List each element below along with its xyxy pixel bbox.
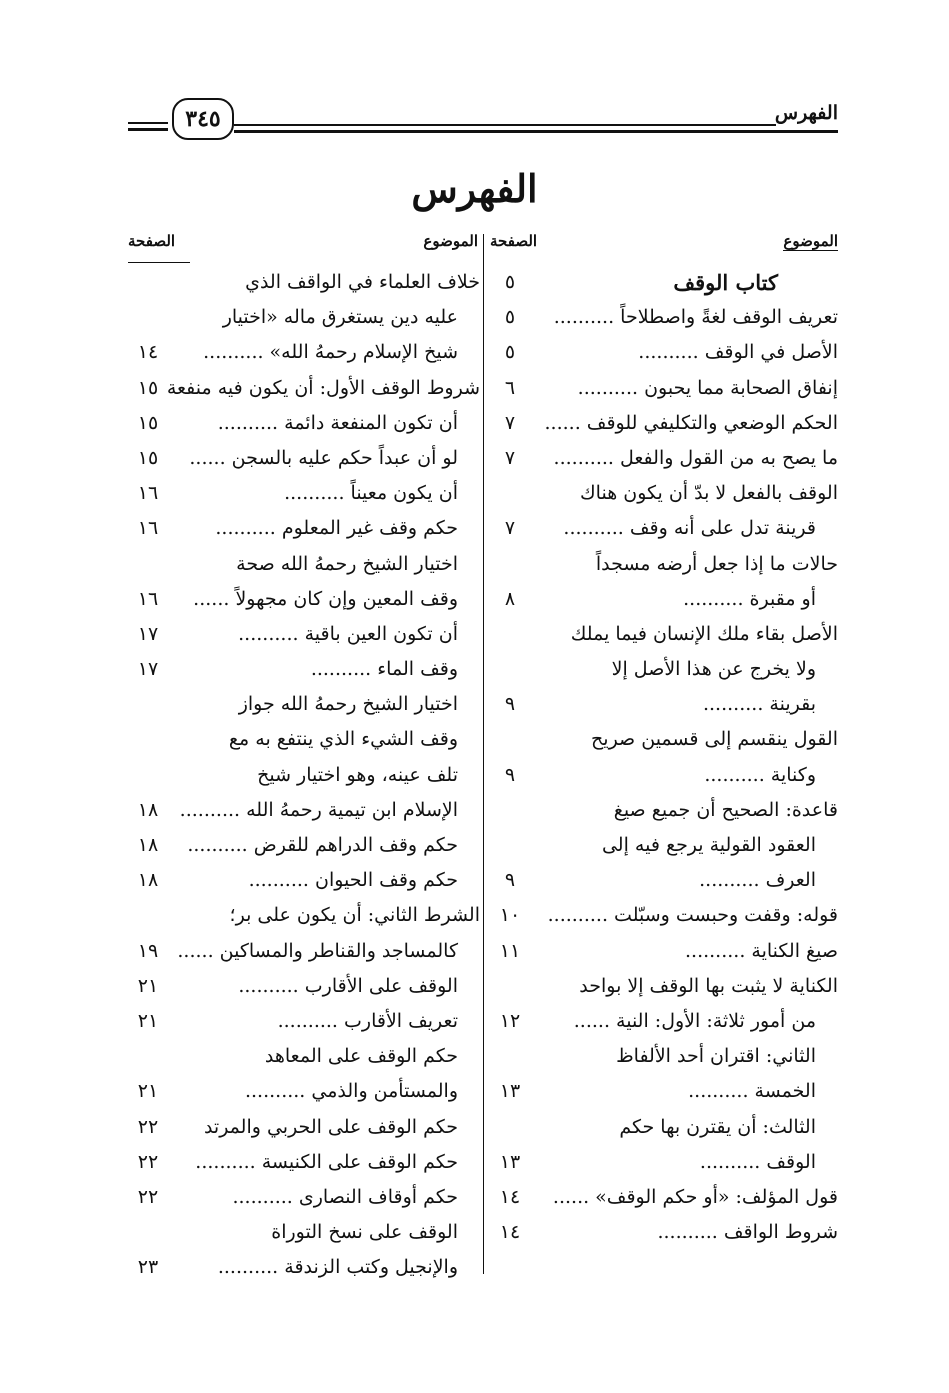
entry-topic: صيغ الكناية .......... (684, 939, 838, 962)
toc-entry (128, 1039, 480, 1074)
entry-page: ٢١ (137, 1080, 159, 1103)
toc-entry (128, 687, 480, 722)
toc-entry (128, 1110, 480, 1145)
entry-topic: الوقف على نسخ التوراة (271, 1221, 458, 1244)
entry-topic: حكم أوقاف النصارى .......... (232, 1185, 458, 1208)
entry-topic: الوقف على الأقارب .......... (238, 974, 458, 997)
entry-topic: حكم وقف الحيوان .......... (248, 869, 458, 892)
entry-page: ١٣ (499, 1150, 521, 1173)
entry-topic: وقف الماء .......... (310, 658, 458, 681)
entry-page: ٧ (504, 411, 516, 434)
entry-topic: أن يكون معيناً .......... (284, 482, 458, 505)
entry-topic: شروط الواقف .......... (657, 1221, 838, 1244)
page-number: ٣٤٥ (172, 98, 234, 140)
toc-entry (128, 652, 480, 687)
toc-entry (490, 863, 838, 898)
toc-entry (490, 476, 838, 511)
toc-entry (490, 722, 838, 757)
toc-entry (490, 1215, 838, 1250)
entry-page: ١٤ (499, 1221, 521, 1244)
entry-page: ١٣ (499, 1080, 521, 1103)
entry-page: ٢١ (137, 1009, 159, 1032)
entry-topic: الوقف .......... (699, 1150, 816, 1173)
toc-entry (128, 371, 480, 406)
entry-topic: الخمسة .......... (688, 1080, 816, 1103)
toc-entry (490, 406, 838, 441)
entry-topic: شيخ الإسلام رحمهُ الله» .......... (203, 341, 458, 364)
column-divider (483, 234, 484, 1274)
toc-entry (490, 1110, 838, 1145)
entry-topic: تعريف الوقف لغةً واصطلاحاً .......... (553, 306, 838, 329)
entry-topic: اختيار الشيخ رحمهُ الله جواز (238, 693, 458, 716)
toc-entry (490, 511, 838, 546)
entry-page: ١٨ (137, 798, 159, 821)
right-column-header (490, 232, 838, 262)
toc-entry (490, 898, 838, 933)
entry-topic: الثاني: اقتران أحد الألفاظ (616, 1045, 816, 1068)
toc-entry (128, 1004, 480, 1039)
toc-entry (128, 511, 480, 546)
toc-entry (128, 1215, 480, 1250)
toc-entry (490, 1145, 838, 1180)
entry-topic: ولا يخرج عن هذا الأصل إلا (611, 658, 816, 681)
toc-entry (128, 335, 480, 370)
page-column-label: الصفحة (490, 232, 538, 250)
entry-page: ٢٣ (137, 1256, 159, 1279)
entry-topic: حكم وقف غير المعلوم .......... (215, 517, 458, 540)
entry-topic: حالات ما إذا جعل أرضه مسجداً (595, 552, 838, 575)
entry-topic: الشرط الثاني: أن يكون على بر؛ (229, 904, 480, 927)
toc-entry (128, 476, 480, 511)
entry-topic: حكم الوقف على الحربي والمرتد (203, 1115, 458, 1138)
entry-topic: شروط الوقف الأول: أن يكون فيه منفعة (166, 376, 480, 399)
entry-page: ١١ (499, 939, 521, 962)
entry-page: ٩ (504, 869, 516, 892)
entry-topic: كتاب الوقف (673, 270, 778, 295)
toc-entry (128, 582, 480, 617)
entry-topic: الحكم الوضعي والتكليفي للوقف ...... (544, 411, 838, 434)
header-rule (128, 122, 168, 124)
entry-topic: الوقف بالفعل لا بدّ أن يكون هناك (580, 482, 838, 505)
toc-entry (128, 969, 480, 1004)
entry-topic: الأصل بقاء ملك الإنسان فيما يملك (570, 622, 838, 645)
entry-topic: أن تكون المنفعة دائمة .......... (217, 411, 458, 434)
entry-page: ٢٢ (137, 1185, 159, 1208)
left-column-list (128, 265, 480, 1285)
entry-topic: قاعدة: الصحيح أن جميع صيغ (613, 798, 838, 821)
toc-entry (128, 441, 480, 476)
page-title: الفهرس (411, 166, 538, 211)
toc-entry (128, 1250, 480, 1285)
entry-topic: العرف .......... (699, 869, 816, 892)
toc-entry (490, 371, 838, 406)
header-rule (128, 128, 168, 131)
toc-entry (490, 1039, 838, 1074)
entry-topic: لو أن عبداً حكم عليه بالسجن ...... (189, 446, 458, 469)
toc-entry (490, 969, 838, 1004)
entry-topic: العقود القولية يرجع فيه إلى (601, 834, 816, 856)
entry-topic: قوله: وقفت وحبست وسبّلت .......... (547, 904, 838, 927)
toc-entry (128, 1145, 480, 1180)
entry-topic: قول المؤلف: «أو حكم الوقف» ...... (552, 1185, 838, 1208)
entry-topic: والمستأمن والذمي .......... (244, 1080, 458, 1103)
toc-entry (490, 617, 838, 652)
entry-topic: من أمور ثلاثة: الأول: النية ...... (573, 1009, 816, 1032)
toc-entry (128, 547, 480, 582)
entry-topic: إنفاق الصحابة مما يحبون .......... (577, 376, 838, 399)
entry-topic: ما يصح به من القول والفعل .......... (553, 446, 838, 469)
toc-entry (128, 722, 480, 757)
entry-topic: القول ينقسم إلى قسمين صريح (591, 728, 838, 751)
toc-entry (128, 1074, 480, 1109)
page-column-label: الصفحة (128, 232, 176, 250)
entry-topic: عليه دين يستغرق ماله «اختيار (222, 306, 458, 329)
entry-page: ١٦ (137, 587, 159, 610)
toc-entry (128, 863, 480, 898)
entry-topic: الإسلام ابن تيمية رحمهُ الله .......... (179, 798, 458, 821)
entry-topic: الثالث: أن يقترن بها حكم (619, 1115, 816, 1138)
header-rule (234, 130, 838, 133)
toc-entry (490, 687, 838, 722)
entry-topic: أو مقبرة .......... (683, 587, 816, 610)
entry-page: ١٥ (137, 376, 159, 399)
topic-column-label: الموضوع (783, 232, 838, 250)
entry-topic: وقف الشيء الذي ينتفع به مع (228, 728, 458, 751)
entry-page: ٩ (504, 693, 516, 716)
header-underline (128, 262, 190, 263)
topic-column-label: الموضوع (423, 232, 478, 250)
entry-page: ١٨ (137, 834, 159, 856)
entry-page: ٥ (504, 271, 516, 293)
toc-entry (490, 758, 838, 793)
toc-entry (490, 1180, 838, 1215)
toc-entry (490, 547, 838, 582)
toc-entry (128, 265, 480, 300)
entry-topic: أن تكون العين باقية .......... (238, 622, 458, 645)
entry-topic: حكم الوقف على الكنيسة .......... (195, 1150, 458, 1173)
entry-topic: الكناية لا يثبت بها الوقف إلا بواحد (579, 974, 838, 997)
toc-entry (490, 828, 838, 863)
entry-topic: حكم وقف الدراهم للقرض .......... (187, 834, 458, 856)
entry-page: ١٢ (499, 1009, 521, 1032)
page-header (128, 96, 838, 142)
toc-entry (490, 934, 838, 969)
entry-topic: قرينة تدل على أنه وقف .......... (563, 517, 816, 540)
running-title: الفهرس (774, 102, 838, 124)
toc-entry (128, 793, 480, 828)
entry-page: ١٧ (137, 658, 159, 681)
entry-page: ٧ (504, 517, 516, 540)
toc-entry (490, 335, 838, 370)
entry-page: ٧ (504, 446, 516, 469)
entry-topic: والإنجيل وكتب الزندقة .......... (217, 1256, 458, 1279)
entry-page: ١٠ (499, 904, 521, 927)
entry-page: ١٧ (137, 622, 159, 645)
entry-topic: وكناية .......... (704, 763, 816, 786)
toc-entry (490, 265, 838, 300)
entry-page: ١٨ (137, 869, 159, 892)
toc-entry (128, 828, 480, 863)
entry-topic: الأصل في الوقف .......... (638, 341, 838, 364)
toc-entry (490, 441, 838, 476)
entry-topic: بقرينة .......... (702, 693, 816, 716)
entry-topic: اختيار الشيخ رحمهُ الله صحة (236, 552, 458, 575)
entry-topic: حكم الوقف على المعاهد (264, 1045, 458, 1068)
entry-page: ٩ (504, 763, 516, 786)
entry-page: ١٥ (137, 446, 159, 469)
entry-page: ١٥ (137, 411, 159, 434)
toc-entry (128, 300, 480, 335)
right-column-list (490, 265, 838, 1250)
entry-page: ٥ (504, 306, 516, 329)
entry-page: ٨ (504, 587, 516, 610)
toc-entry (490, 1074, 838, 1109)
toc-entry (490, 652, 838, 687)
entry-page: ١٦ (137, 517, 159, 540)
entry-page: ١٦ (137, 482, 159, 505)
toc-entry (128, 898, 480, 933)
entry-page: ٦ (504, 376, 516, 399)
entry-topic: خلاف العلماء في الواقف الذي (245, 271, 480, 293)
toc-entry (128, 1180, 480, 1215)
entry-page: ٢١ (137, 974, 159, 997)
entry-page: ١٤ (137, 341, 159, 364)
entry-page: ٥ (504, 341, 516, 364)
toc-entry (128, 406, 480, 441)
entry-topic: كالمساجد والقناطر والمساكين ...... (177, 939, 458, 962)
toc-entry (490, 1004, 838, 1039)
toc-entry (490, 793, 838, 828)
toc-entry (128, 758, 480, 793)
entry-page: ٢٢ (137, 1150, 159, 1173)
header-rule (234, 124, 776, 126)
entry-topic: وقف المعين وإن كان مجهولاً ...... (193, 587, 458, 610)
toc-entry (490, 300, 838, 335)
entry-page: ١٤ (499, 1185, 521, 1208)
toc-entry (128, 934, 480, 969)
toc-entry (128, 617, 480, 652)
toc-entry (490, 582, 838, 617)
entry-page: ٢٢ (137, 1115, 159, 1138)
entry-page: ١٩ (137, 939, 159, 962)
left-column-header (128, 232, 478, 262)
entry-topic: تعريف الأقارب .......... (277, 1009, 458, 1032)
entry-topic: تلف عينه، وهو اختيار شيخ (257, 763, 458, 786)
